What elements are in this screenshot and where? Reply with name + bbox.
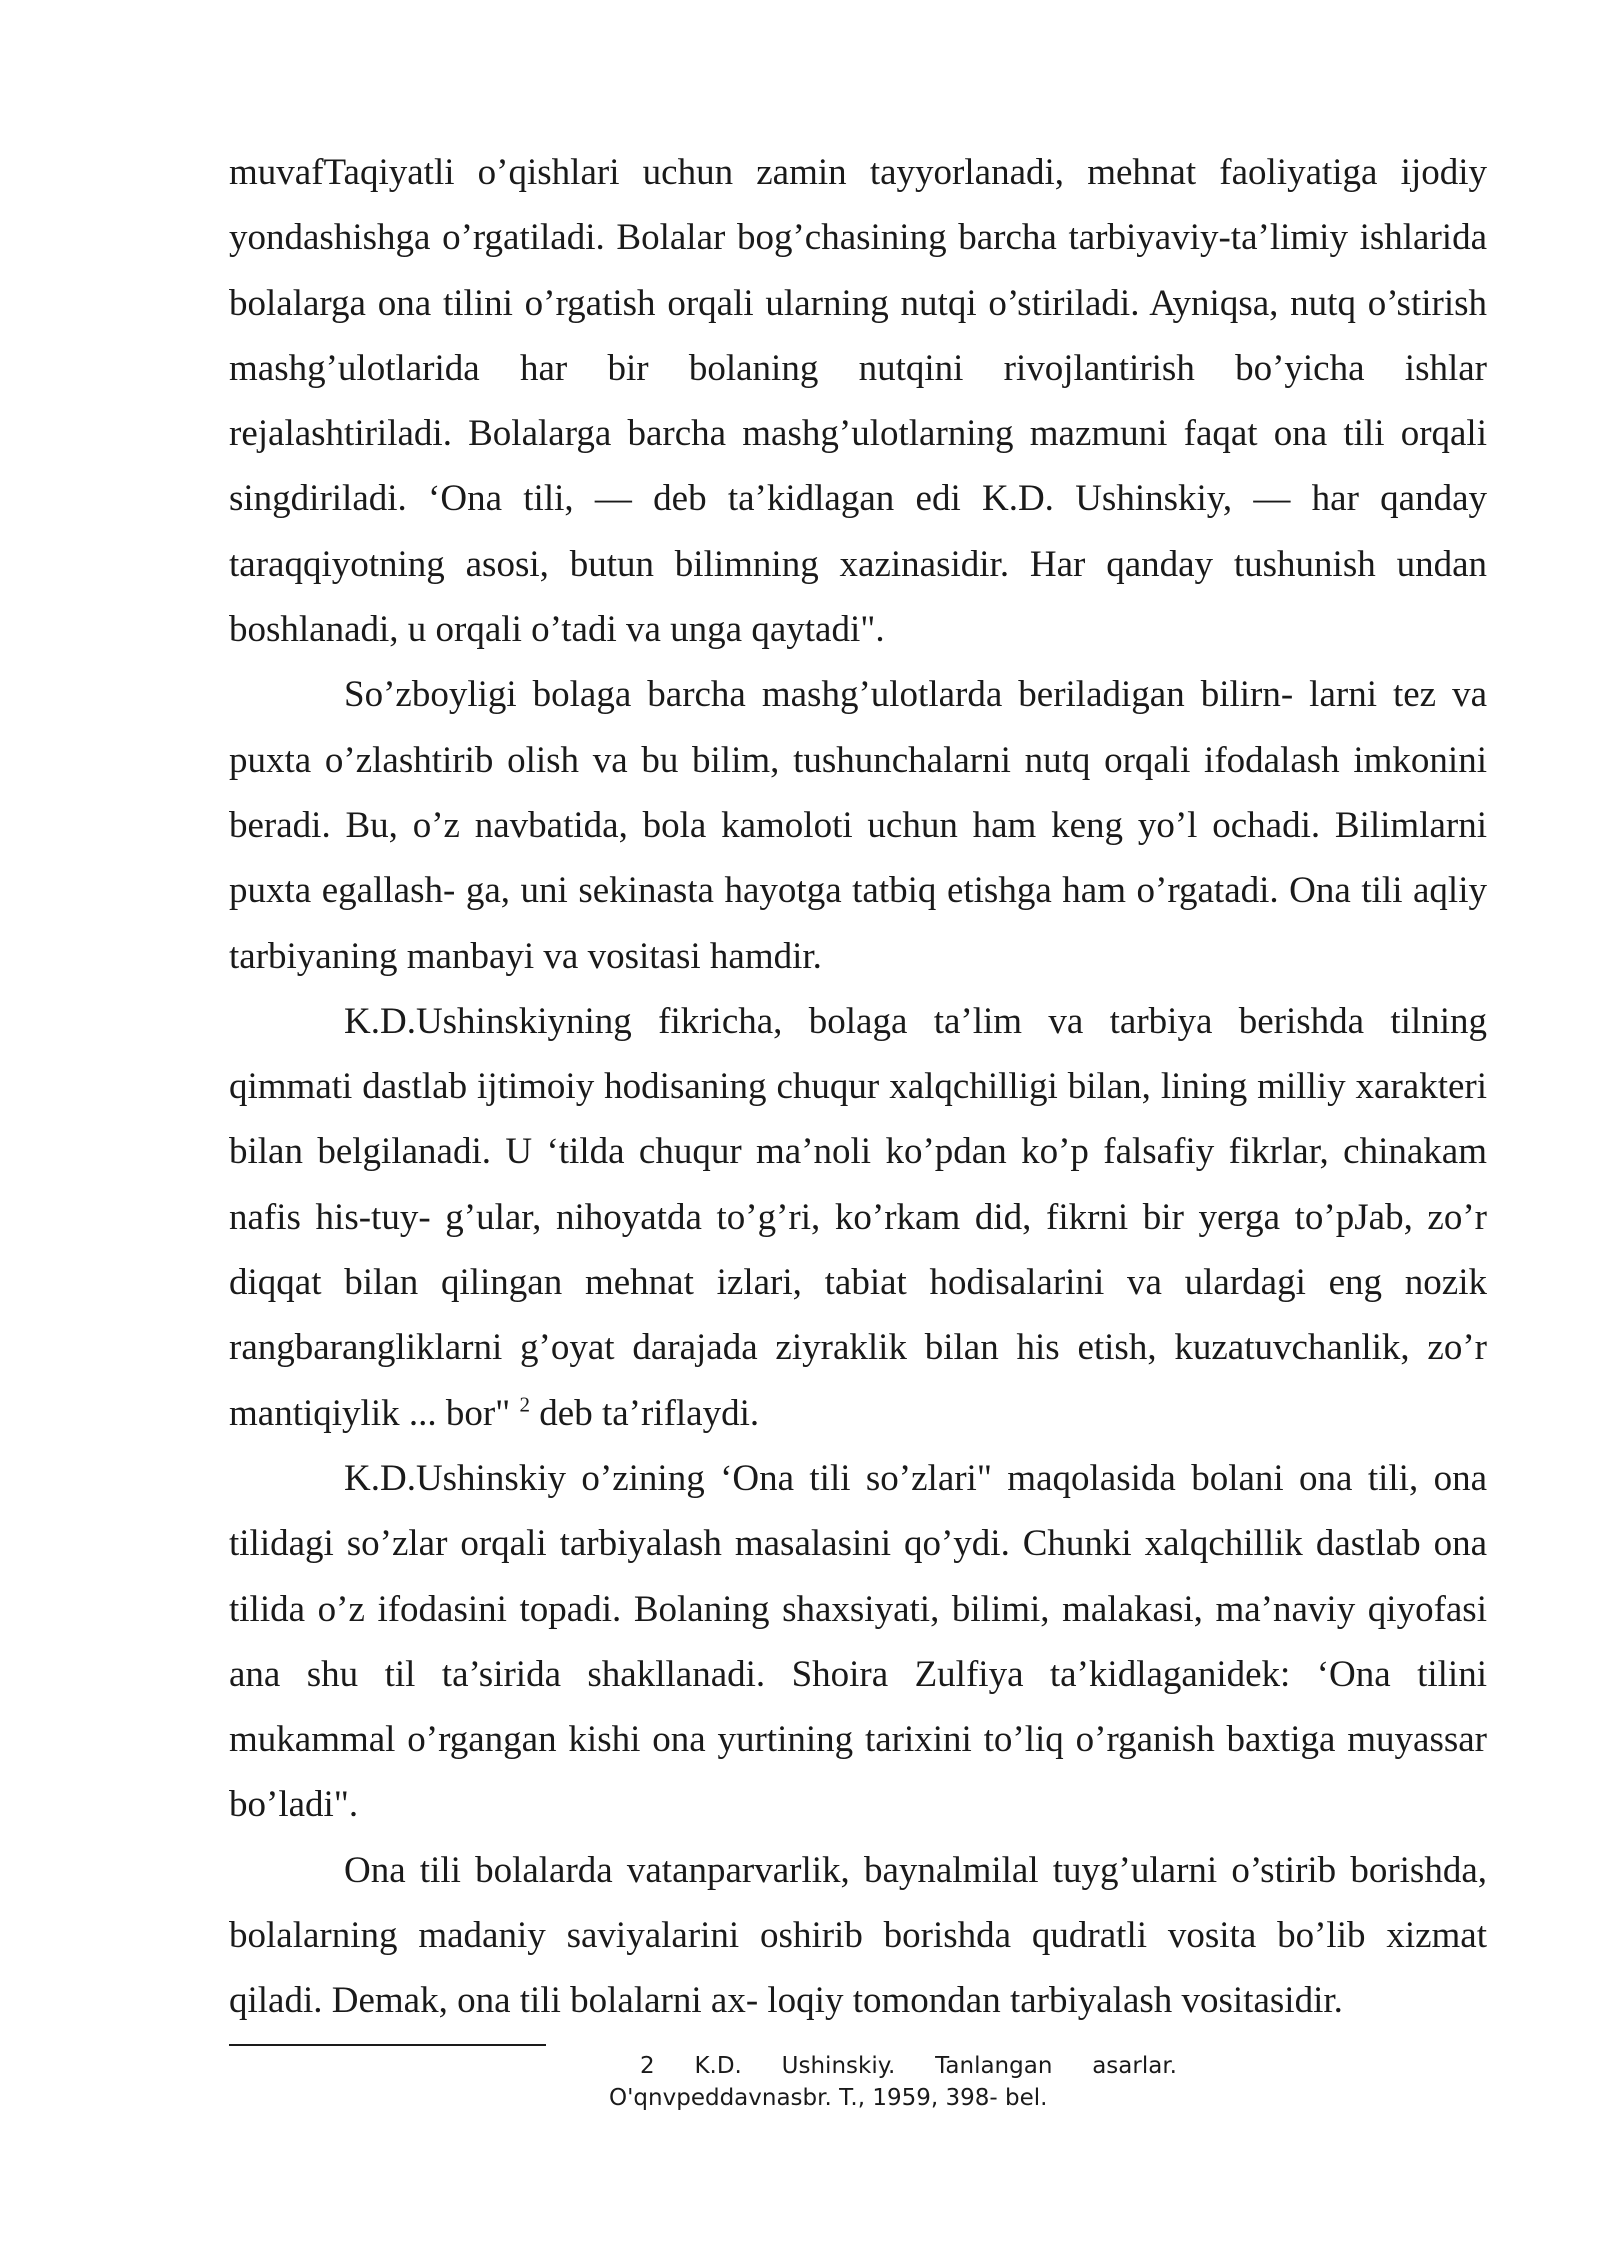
footnote-reference[interactable]: 2 [519, 1392, 531, 1417]
paragraph-3-text-after: deb ta’riflaydi. [530, 1392, 760, 1434]
footnote-word: Tanlangan [935, 2053, 1053, 2079]
paragraph-5: Ona tili bolalarda vatanparvarlik, baynalmilal tuyg’ularni o’stirib borishda, bolalarning madaniy saviyalarini oshirib borishda qudratli vosita bo’lib xizmat qiladi. Demak, ona tili bolalarni ax- loqiy tomondan tarbiyalash vositasidir. [229, 1849, 1487, 2022]
paragraph-4: K.D.Ushinskiy o’zining ‘Ona tili so’zlari" maqolasida bolani ona tili, ona tilidagi so’zlar orqali tarbiyalash masalasini qo’ydi. Chunki xalqchillik dastlab ona tilida o’z ifodasini topadi. Bolaning shaxsiyati, bilimi, malakasi, ma’naviy qiyofasi ana shu til ta’sirida shakllanadi. Shoira Zulfiya ta’kidlaganidek: ‘Ona tilini mukammal o’rgangan kishi ona yurtining tarixini to’liq o’rganish baxtiga muyassar bo’ladi". [229, 1457, 1487, 1826]
paragraph-3 [229, 989, 1487, 1446]
footnote-line-1 [606, 2050, 1177, 2082]
footnote-word: Ushinskiy. [781, 2053, 896, 2079]
body-text [229, 140, 1487, 2034]
footnote-separator [229, 2044, 546, 2046]
paragraph-2: So’zboyligi bolaga barcha mashg’ulotlarda beriladigan bilirn- larni tez va puxta o’zlashtirib olish va bu bilim, tushunchalarni nutq orqali ifodalash imkonini beradi. Bu, o’z navbatida, bola kamoloti uchun ham keng yo’l ochadi. Bilimlarni puxta egallash- ga, uni sekinasta hayotga tatbiq etishga ham o’rgatadi. Ona tili aqliy tarbiyaning manbayi va vositasi hamdir. [229, 674, 1487, 977]
footnote [606, 2050, 1177, 2114]
paragraph-3-text-before: K.D.Ushinskiyning fikricha, bolaga ta’lim va tarbiya berishda tilning qimmati dastlab ijtimoiy hodisaning chuqur xalqchilligi bilan, lining milliy xarakteri bilan belgilanadi. U ‘tilda chuqur ma’noli ko’pdan ko’p falsafiy fikrlar, chinakam nafis his-tuy- g’ular, nihoyatda to’g’ri, ko’rkam did, fikrni bir yerga to’pJab, zo’r diqqat bilan qilingan mehnat izlari, tabiat hodisalarini va ulardagi eng nozik rangbarangliklarni g’oyat darajada ziyraklik bilan his etish, kuzatuvchanlik, zo’r mantiqiylik ... bor" [229, 1000, 1487, 1434]
footnote-word: asarlar. [1092, 2053, 1177, 2079]
footnote-line-2: O'qnvpeddavnasbr. T., 1959, 398- bel. [609, 2085, 1048, 2111]
footnote-word: K.D. [694, 2053, 742, 2079]
paragraph-1: muvafTaqiyatli o’qishlari uchun zamin tayyorlanadi, mehnat faoliyatiga ijodiy yondashishga o’rgatiladi. Bolalar bog’chasining barcha tarbiyaviy-ta’limiy ishlarida bolalarga ona tilini o’rgatish orqali ularning nutqi o’stiriladi. Ayniqsa, nutq o’stirish mashg’ulotlarida har bir bolaning nutqini rivojlantirish bo’yicha ishlar rejalashtiriladi. Bolalarga barcha mashg’ulotlarning mazmuni faqat ona tili orqali singdiriladi. ‘Ona tili, — deb ta’kidlagan edi K.D. Ushinskiy, — har qanday taraqqiyotning asosi, butun bilimning xazinasidir. Har qanday tushunish undan boshlanadi, u orqali o’tadi va unga qaytadi". [229, 152, 1487, 651]
footnote-number: 2 [640, 2053, 655, 2079]
